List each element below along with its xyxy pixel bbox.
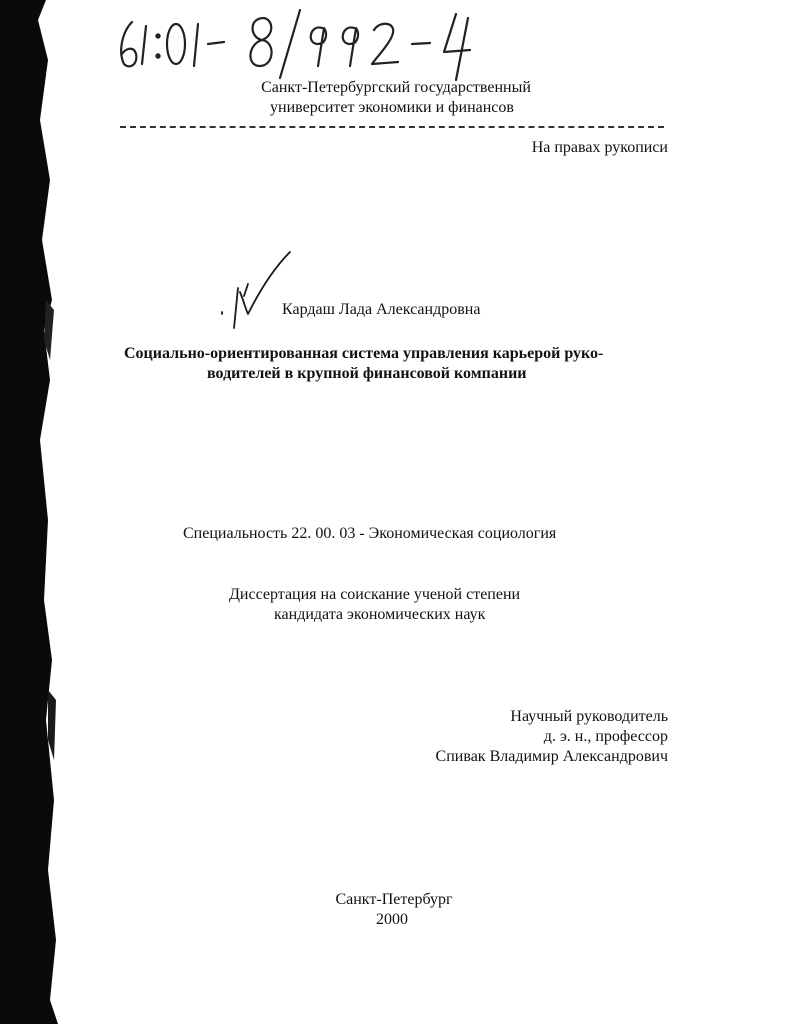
dissertation-degree-line-1: Диссертация на соискание ученой степени — [229, 586, 521, 603]
dissertation-title-line-2: водителей в крупной финансовой компании — [207, 365, 527, 382]
dissertation-degree-line-2: кандидата экономических наук — [274, 606, 486, 623]
footer-city: Санкт-Петербург — [335, 891, 453, 908]
institution-line-1: Санкт-Петербургский государственный — [261, 79, 531, 96]
supervisor-name: Спивак Владимир Александрович — [435, 748, 668, 765]
footer-year: 2000 — [376, 911, 408, 928]
author-name: Кардаш Лада Александровна — [282, 301, 481, 318]
header-divider — [120, 126, 664, 128]
dissertation-title-line-1: Социально-ориентированная система управления карьерой руко- — [124, 345, 604, 362]
institution-line-2: университет экономики и финансов — [270, 99, 514, 116]
specialty: Специальность 22. 00. 03 - Экономическая социология — [183, 525, 557, 542]
scan-edge-shadow — [0, 0, 60, 1024]
handwritten-archive-number — [108, 4, 508, 84]
handwritten-number-drawing — [108, 4, 508, 84]
supervisor-role: Научный руководитель — [510, 708, 668, 725]
manuscript-rights: На правах рукописи — [531, 139, 668, 156]
supervisor-degree: д. э. н., профессор — [543, 728, 668, 745]
